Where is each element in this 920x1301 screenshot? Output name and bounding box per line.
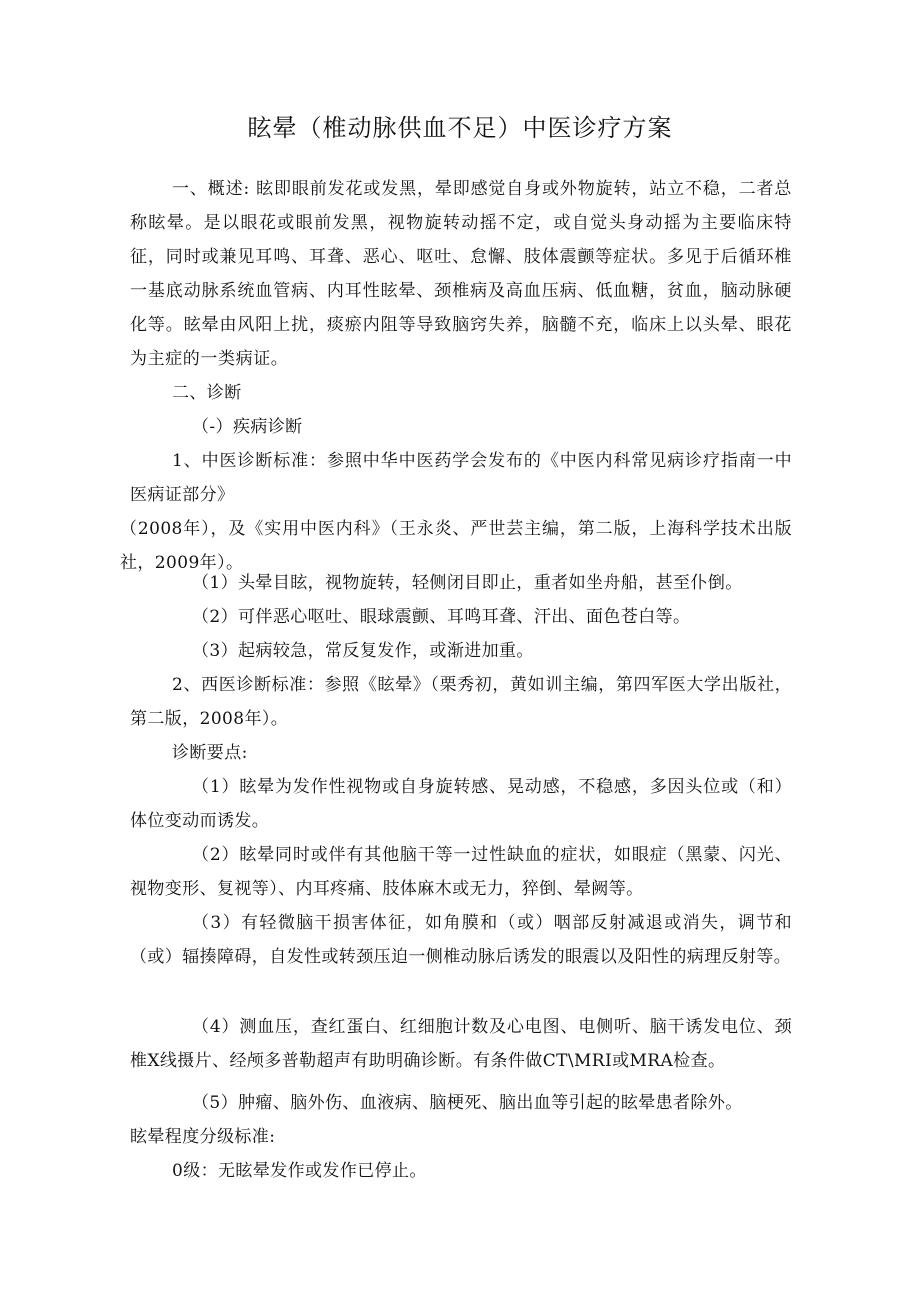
tcm-standard-continued: （2008年），及《实用中医内科》（王永炎、严世芸主编，第二版，上海科学技术出版社，2009年）。 [120, 519, 792, 573]
subsection-heading-disease-diagnosis: （-）疾病诊断 [192, 417, 303, 437]
wm-item-2: （2）眩晕同时或伴有其他脑干等一过性缺血的症状，如眼症（黑蒙、闪光、视物变形、复视等）、内耳疼痛、肢体麻木或无力，猝倒、晕阙等。 [130, 845, 792, 899]
tcm-standard-paragraph: 1、中医诊断标准：参照中华中医药学会发布的《中医内科常见病诊疗指南一中医病证部分》 [130, 451, 792, 505]
grade-0-item: 0级：无眩晕发作或发作已停止。 [172, 1161, 427, 1181]
grading-label: 眩晕程度分级标准: [130, 1127, 276, 1147]
key-points-label: 诊断要点: [172, 743, 248, 763]
wm-item-4: （4）测血压，查红蛋白、红细胞计数及心电图、电侧听、脑干诱发电位、颈椎X线摄片、经颅多普勒超声有助明确诊断。有条件做CT\MRI或MRA检查。 [130, 1017, 792, 1071]
tcm-item-1: （1）头晕目眩，视物旋转，轻侧闭目即止，重者如坐舟船，甚至仆倒。 [192, 573, 743, 593]
tcm-item-2: （2）可伴恶心呕吐、眼球震颤、耳鸣耳聋、汗出、面色苍白等。 [192, 607, 691, 627]
wm-item-3: （3）有轻微脑干损害体征，如角膜和（或）咽部反射减退或消失，调节和（或）辐揍障碍，自发性或转颈压迫一侧椎动脉后诱发的眼震以及阳性的病理反射等。 [130, 913, 792, 967]
wm-item-1: （1）眩晕为发作性视物或自身旋转感、晃动感，不稳感，多因头位或（和）体位变动而诱发。 [130, 777, 792, 831]
overview-paragraph: 一、概述: 眩即眼前发花或发黑，晕即感觉自身或外物旋转，站立不稳，二者总称眩晕。是以眼花或眼前发黑，视物旋转动摇不定，或自觉头身动摇为主要临床特征，同时或兼见耳鸣、耳聋、恶心、呕吐、怠懈、肢体震颤等症状。多见于后循环椎一基底动脉系统血管病、内耳性眩晕、颈椎病及高血压病、低血糖，贫血，脑动脉硬化等。眩晕由风阳上扰，痰瘀内阻等导致脑窍失养，脑髓不充，临床上以头晕、眼花为主症的一类病证。 [130, 179, 792, 369]
document-title: 眩晕（椎动脉供血不足）中医诊疗方案 [247, 114, 673, 142]
tcm-item-3: （3）起病较急，常反复发作，或渐进加重。 [192, 641, 534, 661]
wm-item-5: （5）肿瘤、脑外伤、血液病、脑梗死、脑出血等引起的眩晕患者除外。 [192, 1093, 743, 1113]
wm-standard-paragraph: 2、西医诊断标准：参照《眩晕》（栗秀初，黄如训主编，第四军医大学出版社，第二版，2008年）。 [130, 675, 792, 729]
section-heading-diagnosis: 二、诊断 [172, 383, 242, 403]
